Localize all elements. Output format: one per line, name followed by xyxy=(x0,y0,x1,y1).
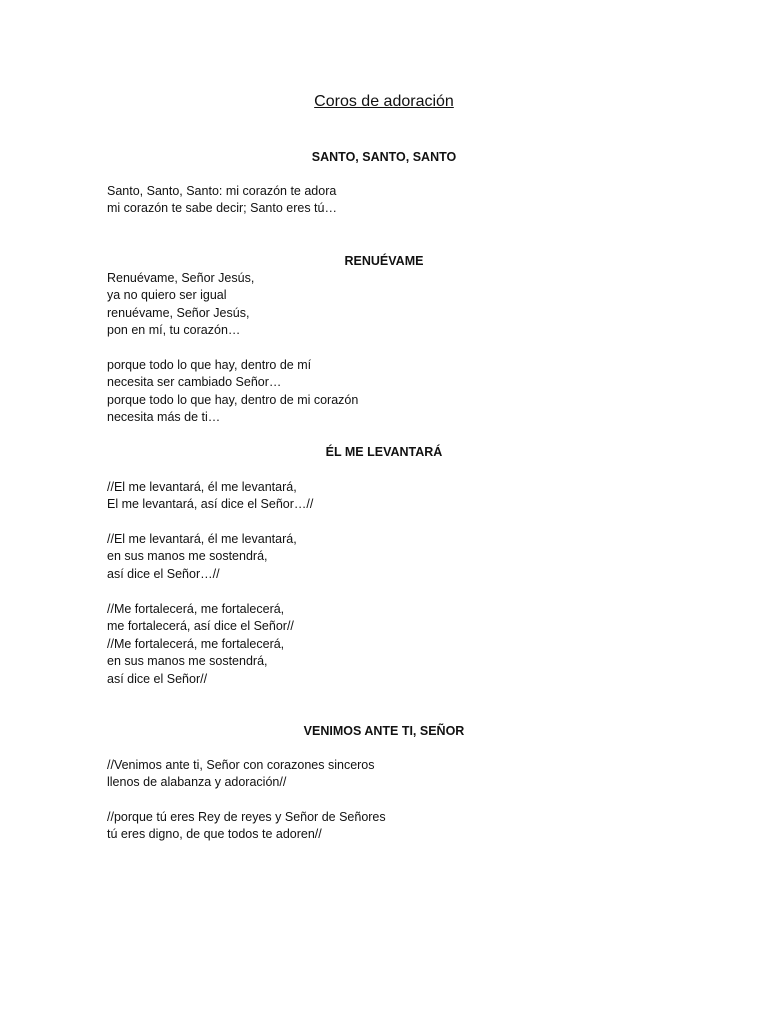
lyric-line: mi corazón te sabe decir; Santo eres tú… xyxy=(107,201,337,216)
song-title-renuevame: RENUÉVAME xyxy=(344,254,424,268)
stanza xyxy=(107,479,667,514)
lyric-line: así dice el Señor// xyxy=(107,671,208,686)
stanza xyxy=(107,183,667,218)
lyric-line: me fortalecerá, así dice el Señor// xyxy=(107,619,294,634)
lyric-line: //El me levantará, él me levantará, xyxy=(107,532,297,546)
stanza xyxy=(107,809,667,844)
song-title-venimos-ante-ti: VENIMOS ANTE TI, SEÑOR xyxy=(303,724,465,738)
lyric-line: Renuévame, Señor Jesús, xyxy=(107,271,255,285)
lyric-line: El me levantará, así dice el Señor…// xyxy=(107,497,314,512)
song-title-el-me-levantara: ÉL ME LEVANTARÁ xyxy=(325,445,443,459)
lyric-line: tú eres digno, de que todos te adoren// xyxy=(107,827,322,842)
lyric-line: porque todo lo que hay, dentro de mi corazón xyxy=(107,392,359,407)
lyric-line: //El me levantará, él me levantará, xyxy=(107,480,297,494)
lyric-line: necesita más de ti… xyxy=(107,410,221,425)
lyric-line: llenos de alabanza y adoración// xyxy=(107,775,287,790)
lyric-line: //porque tú eres Rey de reyes y Señor de Señores xyxy=(107,810,386,824)
stanza xyxy=(107,601,667,688)
lyric-line: //Me fortalecerá, me fortalecerá, xyxy=(107,602,285,616)
stanza xyxy=(107,757,667,792)
document-title: Coros de adoración xyxy=(314,93,454,110)
lyric-line: //Me fortalecerá, me fortalecerá, xyxy=(107,636,285,651)
stanza xyxy=(107,357,667,427)
lyric-line: en sus manos me sostendrá, xyxy=(107,549,268,564)
lyric-line: porque todo lo que hay, dentro de mí xyxy=(107,358,312,372)
lyric-line: //Venimos ante ti, Señor con corazones sinceros xyxy=(107,758,375,772)
lyric-line: Santo, Santo, Santo: mi corazón te adora xyxy=(107,184,337,198)
lyric-line: renuévame, Señor Jesús, xyxy=(107,305,250,320)
lyric-line: ya no quiero ser igual xyxy=(107,288,227,303)
song-title-santo: SANTO, SANTO, SANTO xyxy=(311,150,457,164)
lyric-line: necesita ser cambiado Señor… xyxy=(107,375,282,390)
lyric-line: pon en mí, tu corazón… xyxy=(107,323,241,338)
stanza xyxy=(107,531,667,583)
lyric-line: así dice el Señor…// xyxy=(107,566,220,581)
stanza xyxy=(107,270,667,340)
lyric-line: en sus manos me sostendrá, xyxy=(107,654,268,669)
